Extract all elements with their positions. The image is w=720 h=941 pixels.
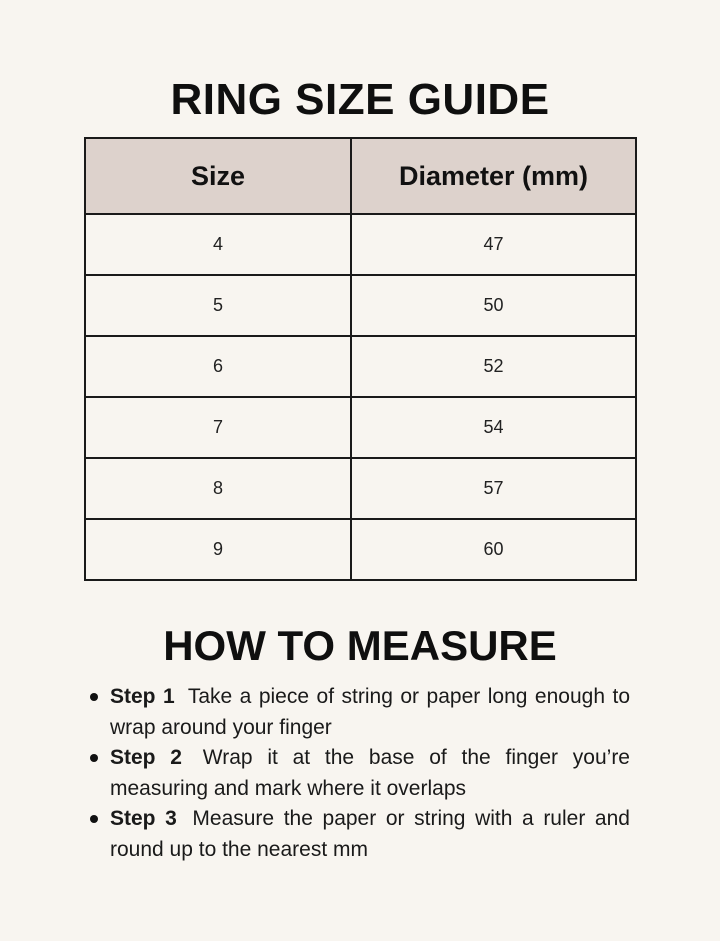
diameter-column-header: Diameter (mm)	[351, 138, 636, 214]
diameter-cell: 60	[351, 519, 636, 580]
step-label: Step 1	[110, 685, 175, 708]
size-cell: 7	[85, 397, 351, 458]
bullet-icon	[90, 754, 98, 762]
list-item	[90, 743, 630, 804]
table-row	[85, 397, 636, 458]
measure-steps-list	[90, 682, 630, 865]
step-text: Wrap it at the base of the finger you’re measuring and mark where it overlaps	[110, 746, 630, 800]
table-row	[85, 336, 636, 397]
diameter-cell: 47	[351, 214, 636, 275]
size-cell: 5	[85, 275, 351, 336]
step-label: Step 3	[110, 807, 177, 830]
size-cell: 8	[85, 458, 351, 519]
ring-size-table	[84, 137, 637, 581]
page-title: RING SIZE GUIDE	[170, 75, 550, 124]
diameter-cell: 57	[351, 458, 636, 519]
step-text: Measure the paper or string with a ruler and round up to the nearest mm	[110, 807, 630, 861]
table-row	[85, 275, 636, 336]
size-column-header: Size	[85, 138, 351, 214]
list-item	[90, 682, 630, 743]
diameter-cell: 52	[351, 336, 636, 397]
table-header-row	[85, 138, 636, 214]
bullet-icon	[90, 815, 98, 823]
table-row	[85, 519, 636, 580]
list-item	[90, 804, 630, 865]
step-text: Take a piece of string or paper long enough to wrap around your finger	[110, 685, 630, 739]
step-label: Step 2	[110, 746, 182, 769]
size-cell: 9	[85, 519, 351, 580]
diameter-cell: 50	[351, 275, 636, 336]
table-row	[85, 214, 636, 275]
size-cell: 6	[85, 336, 351, 397]
bullet-icon	[90, 693, 98, 701]
diameter-cell: 54	[351, 397, 636, 458]
size-cell: 4	[85, 214, 351, 275]
table-row	[85, 458, 636, 519]
how-to-measure-heading: HOW TO MEASURE	[163, 622, 557, 669]
